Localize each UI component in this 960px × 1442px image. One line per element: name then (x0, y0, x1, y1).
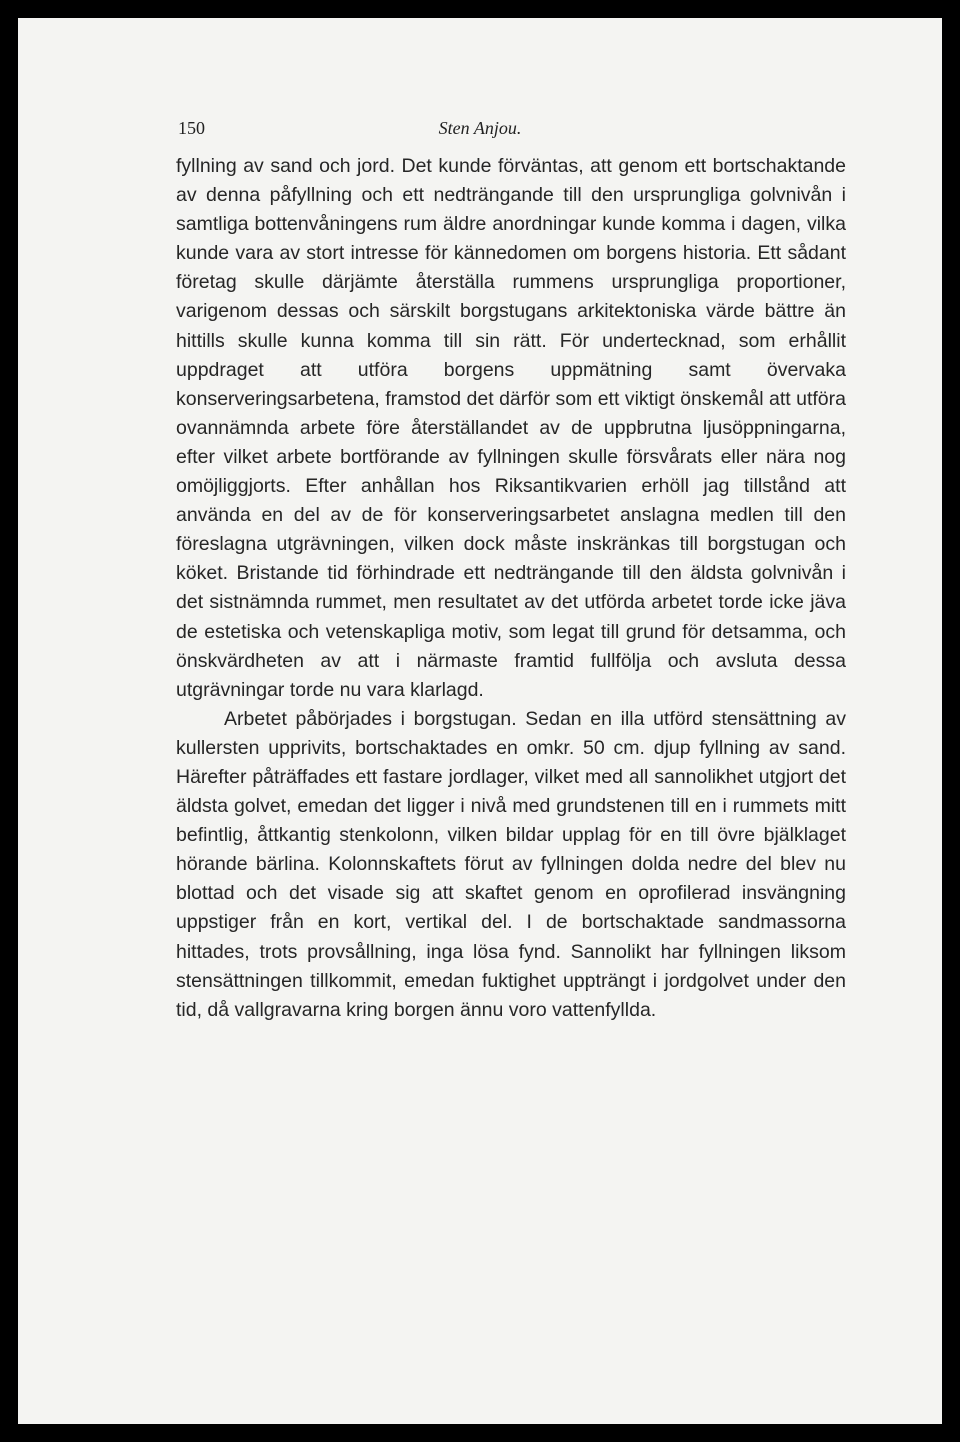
running-head: Sten Anjou. (438, 118, 522, 138)
paragraph-1: fyllning av sand och jord. Det kunde förväntas, att genom ett bortschaktande av denna påfyllning och ett nedträngande till den ursprungliga golvnivån i samtliga bottenvåningens rum äldre anordningar kunde komma i dagen, vilka kunde vara av stort intresse för kännedomen om borgens historia. Ett sådant företag skulle därjämte återställa rummens ursprungliga proportioner, varigenom dessas och särskilt borgstugans arkitektoniska värde bättre än hittills skulle kunna komma till sin rätt. För undertecknad, som erhållit uppdraget att utföra borgens uppmätning samt övervaka konserveringsarbetena, framstod det därför som ett viktigt önskemål att utföra ovannämnda arbete före återställandet av de uppbrutna ljusöppningarna, efter vilket arbete bortförande av fyllningen skulle försvårats eller nära nog omöjliggjorts. Efter anhållan hos Riksantikvarien erhöll jag tillstånd att använda en del av de för konserveringsarbetet anslagna medlen till den föreslagna utgrävningen, vilken dock måste inskränkas till borgstugan och köket. Bristande tid förhindrade ett nedträngande till den äldsta golvnivån i det sistnämnda rummet, men resultatet av det utförda arbetet torde icke jäva de estetiska och vetenskapliga motiv, som legat till grund för detsamma, och önskvärdheten av att i närmaste framtid fullfölja och avsluta dessa utgrävningar torde nu vara klarlagd. (176, 155, 846, 701)
page-header (178, 118, 782, 142)
page-number: 150 (178, 118, 205, 138)
paragraph-2: Arbetet påbörjades i borgstugan. Sedan en illa utförd stensättning av kullersten upprivits, bortschaktades en omkr. 50 cm. djup fyllning av sand. Härefter påträffades ett fastare jordlager, vilket med all sannolikhet utgjort det äldsta golvet, emedan det ligger i nivå med grundstenen till en i rummets mitt befintlig, åttkantig stenkolonn, vilken bildar upplag för en till övre bjälklaget hörande bärlina. Kolonnskaftets förut av fyllningen dolda nedre del blev nu blottad och det visade sig att skaftet genom en oprofilerad insvängning uppstiger från en kort, vertikal del. I de bortschaktade sandmassorna hittades, trots provsållning, inga lösa fynd. Sannolikt har fyllningen liksom stensättningen tillkommit, emedan fuktighet uppträngt i jordgolvet under den tid, då vallgravarna kring borgen ännu voro vattenfyllda. (176, 707, 846, 1021)
body-text (176, 152, 846, 1025)
